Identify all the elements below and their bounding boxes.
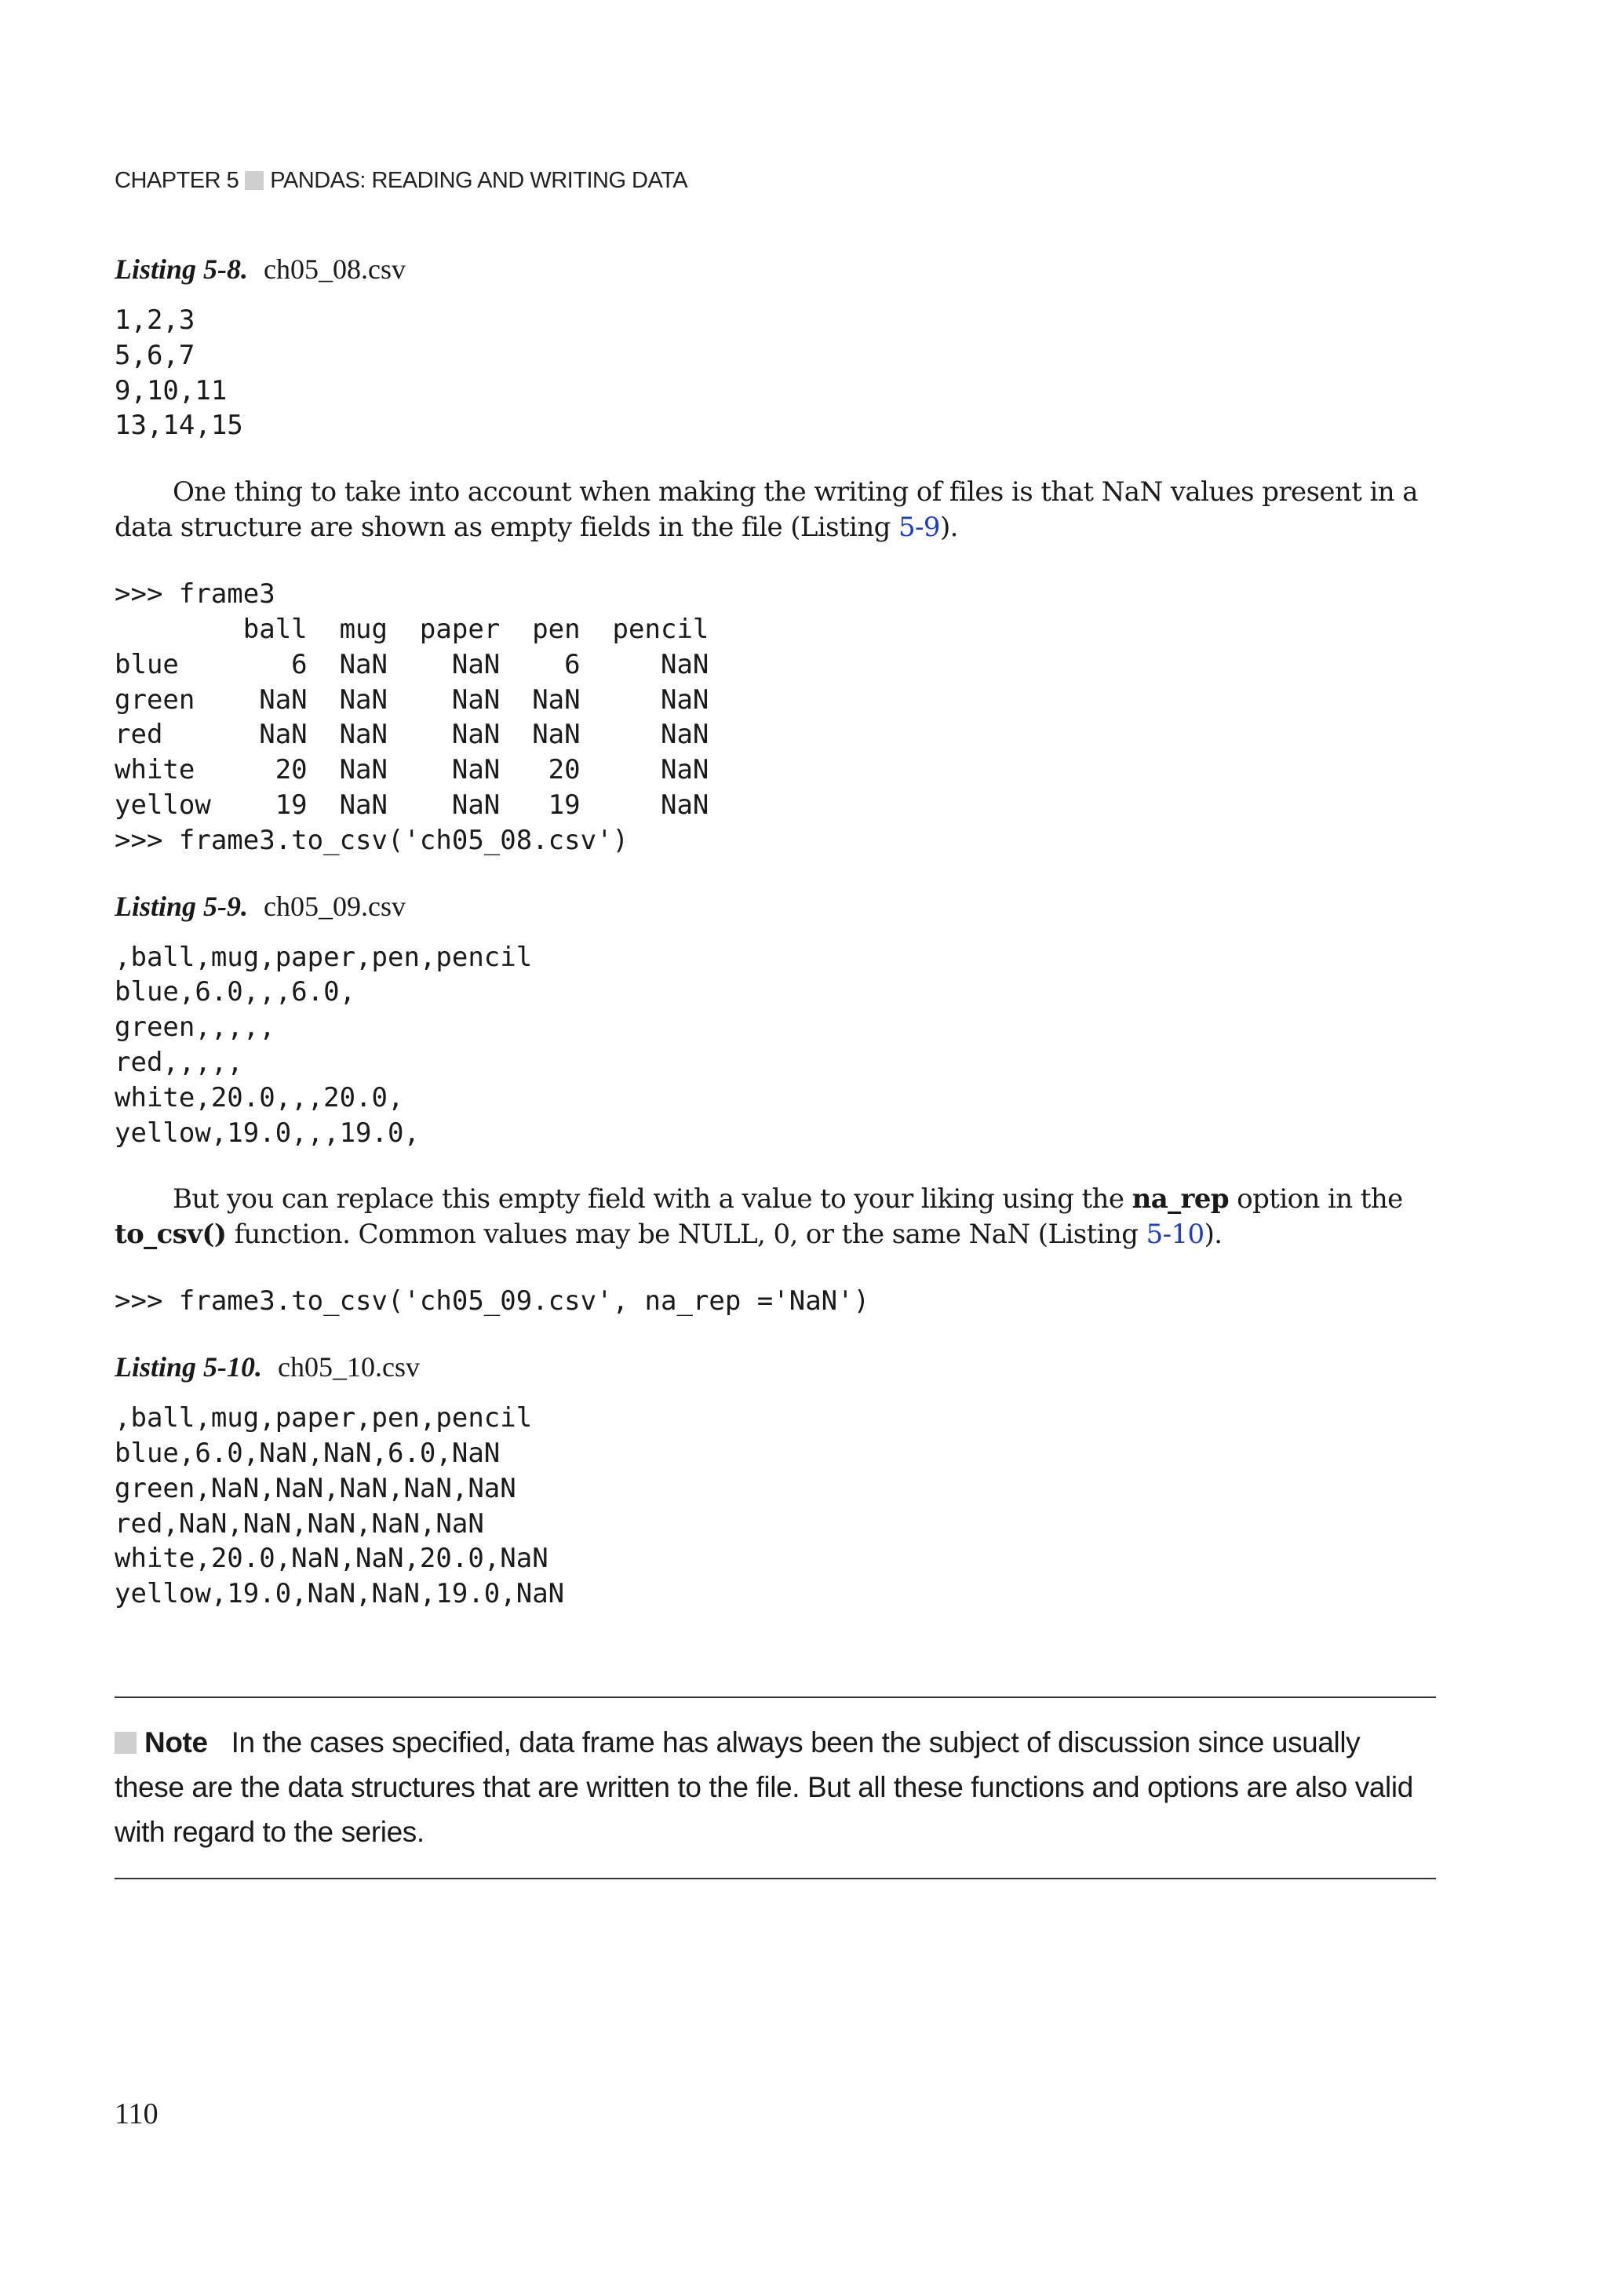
note-label: Note: [144, 1726, 208, 1758]
chapter-label: CHAPTER 5: [115, 167, 239, 193]
listing-number: Listing 5-9.: [115, 890, 249, 922]
listing-number: Listing 5-10.: [115, 1351, 263, 1383]
paragraph: [115, 1182, 1436, 1252]
listing-link[interactable]: 5-10: [1146, 1219, 1204, 1251]
paragraph-text: But you can replace this empty field with a value to your liking using the: [173, 1183, 1132, 1215]
paragraph-text: function. Common values may be NULL, 0, or the same NaN (Listing: [226, 1219, 1146, 1251]
code-term: na_rep: [1131, 1183, 1230, 1215]
code-block: 1,2,3 5,6,7 9,10,11 13,14,15: [115, 304, 243, 442]
code-block: ,ball,mug,paper,pen,pencil blue,6.0,NaN,NaN,6.0,NaN green,NaN,NaN,NaN,NaN,NaN red,NaN,NaN,NaN,NaN,NaN white,20.0,NaN,NaN,20.0,NaN yellow,19.0,NaN,NaN,19.0,NaN: [115, 1402, 565, 1610]
listing-link[interactable]: 5-9: [898, 512, 940, 544]
page-number: 110: [115, 2097, 159, 2130]
note: [115, 1720, 1436, 1854]
listing-filename: ch05_09.csv: [264, 890, 406, 922]
note-text: In the cases specified, data frame has always been the subject of discussion since usually these are the data structures that are written to the file. But all these functions and options are also valid with regard to the series.: [115, 1726, 1413, 1848]
code-term: to_csv(): [115, 1219, 227, 1251]
listing-caption: [115, 253, 1436, 286]
note-box: [115, 1696, 1436, 1879]
paragraph-text: option in the: [1229, 1183, 1403, 1215]
paragraph-text: One thing to take into account when making the writing of files is that NaN values present in a data structure are shown as empty fields in the file (Listing: [115, 476, 1418, 544]
square-bullet-icon: [115, 1732, 137, 1754]
listing-caption: [115, 890, 1436, 923]
code-block: ,ball,mug,paper,pen,pencil blue,6.0,,,6.0, green,,,,, red,,,,, white,20.0,,,20.0, yellow,19.0,,,19.0,: [115, 941, 533, 1149]
page-content: [115, 165, 1436, 1612]
paragraph: [115, 475, 1436, 545]
listing-filename: ch05_10.csv: [278, 1351, 420, 1383]
paragraph-text: ).: [939, 512, 958, 544]
listing-filename: ch05_08.csv: [264, 253, 406, 285]
square-bullet-icon: [245, 171, 264, 190]
chapter-title: PANDAS: READING AND WRITING DATA: [270, 167, 688, 193]
listing-number: Listing 5-8.: [115, 253, 249, 285]
running-head: [115, 165, 1436, 196]
paragraph-text: ).: [1204, 1219, 1223, 1251]
code-block: >>> frame3 ball mug paper pen pencil blue 6 NaN NaN 6 NaN green NaN NaN NaN NaN NaN red NaN NaN NaN NaN NaN white 20 NaN NaN 20 NaN yellow 19 NaN NaN 19 NaN >>> frame3.to_csv('ch05_08.csv'): [115, 578, 709, 856]
code-block: >>> frame3.to_csv('ch05_09.csv', na_rep ='NaN'): [115, 1285, 870, 1317]
listing-caption: [115, 1350, 1436, 1383]
